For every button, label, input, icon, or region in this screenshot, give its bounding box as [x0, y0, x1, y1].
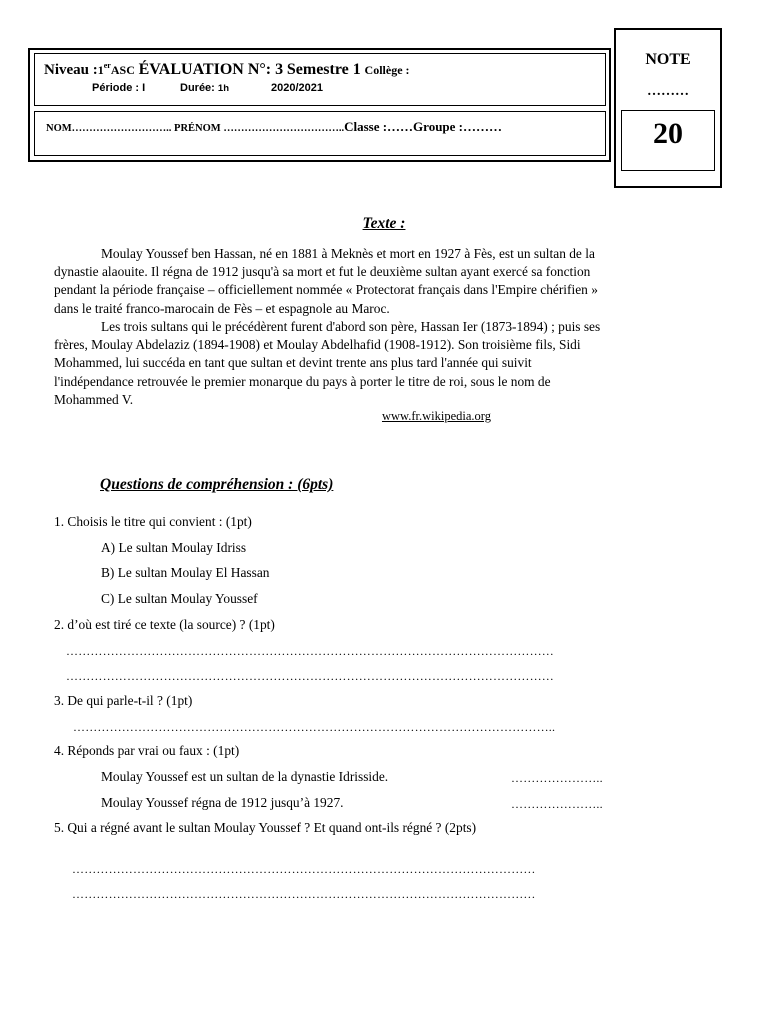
q5-answer-line-2: …………………………………………………………………………………………………… — [72, 887, 536, 901]
para2-line: Les trois sultans qui le précédèrent furent d'abord son père, Hassan Ier (1873-1894) ; puis ses — [101, 319, 601, 334]
para2-line: Mohammed, lui succéda en tant que sultan et devint trente ans plus tard l'année qui suivit — [54, 355, 532, 371]
question-1: 1. Choisis le titre qui convient : (1pt) — [54, 514, 252, 529]
question-4: 4. Réponds par vrai ou faux : (1pt) — [54, 743, 240, 758]
header-title-row — [44, 61, 410, 79]
q1-option-c: C) Le sultan Moulay Youssef — [101, 591, 258, 606]
q1-option-a: A) Le sultan Moulay Idriss — [101, 540, 247, 555]
duree-value: 1h — [217, 83, 229, 94]
paragraph-2 — [54, 318, 694, 409]
question-5: 5. Qui a régné avant le sultan Moulay Youssef ? Et quand ont-ils régné ? (2pts) — [54, 820, 477, 835]
paragraph-1 — [54, 245, 694, 318]
q4-answer-2: ………………….. — [511, 797, 603, 811]
q2-answer-line-1: ………………………………………………………………………………………………………… — [66, 644, 554, 658]
niveau-suffix: ASC — [110, 63, 135, 77]
note-total: 20 — [653, 117, 683, 150]
questions-title: Questions de compréhension : (6pts) — [100, 476, 334, 493]
q4-statement-2: Moulay Youssef régna de 1912 jusqu’à 1927. — [101, 795, 344, 810]
para1-line: dans le traité franco-marocain de Fès – et espagnole au Maroc. — [54, 300, 390, 316]
evaluation-number: ÉVALUATION N°: 3 — [138, 61, 284, 78]
student-row — [46, 119, 502, 135]
para1-line: dynastie alaouite. Il régna de 1912 jusqu'à sa mort et fut le deuxième sultan ayant exercé sa fonction — [54, 264, 591, 280]
source-link: www.fr.wikipedia.org — [381, 409, 491, 423]
note-blank: ……… — [647, 84, 689, 99]
question-2: 2. d’où est tiré ce texte (la source) ? (1pt) — [54, 617, 275, 632]
texte-title: Texte : — [362, 215, 406, 232]
q3-answer-line: ……………………………………………………………………………………………………….. — [73, 720, 556, 734]
duree-label: Durée: — [180, 82, 215, 94]
para1-line: Moulay Youssef ben Hassan, né en 1881 à Meknès et mort en 1927 à Fès, est un sultan de la — [101, 246, 595, 261]
niveau-label: Niveau : — [44, 62, 98, 78]
q4-statement-1: Moulay Youssef est un sultan de la dynastie Idrisside. — [101, 769, 389, 784]
nom-prenom-field: NOM……………………….. PRÉNOM …………………………….. — [46, 123, 345, 134]
college-label: Collège : — [364, 63, 410, 77]
para2-line: frères, Moulay Abdelaziz (1894-1908) et Moulay Abdelhafid (1908-1912). Son troisième fils, Sidi — [54, 337, 581, 353]
q1-option-b: B) Le sultan Moulay El Hassan — [101, 565, 270, 580]
niveau-sup: er — [103, 61, 111, 70]
school-year: 2020/2021 — [271, 82, 323, 94]
para2-line: Mohammed V. — [54, 391, 134, 407]
para1-line: pendant la période française – officiellement nommée « Protectorat français dans l'Empire chérifien » — [54, 282, 598, 298]
q2-answer-line-2: ………………………………………………………………………………………………………… — [66, 669, 554, 683]
note-label: NOTE — [645, 51, 691, 68]
q4-answer-1: ………………….. — [511, 771, 603, 785]
para2-line: l'indépendance retrouvée le premier monarque du pays à porter le titre de roi, sous le nom de — [54, 373, 551, 389]
q5-answer-line-1: …………………………………………………………………………………………………… — [72, 862, 536, 876]
periode: Période : I — [92, 82, 146, 94]
duree — [180, 82, 229, 94]
niveau-value: 1 — [97, 63, 104, 77]
classe-groupe-field: Classe :……Groupe :……… — [344, 119, 503, 134]
semestre: Semestre 1 — [286, 61, 361, 78]
question-3: 3. De qui parle-t-il ? (1pt) — [54, 693, 193, 708]
